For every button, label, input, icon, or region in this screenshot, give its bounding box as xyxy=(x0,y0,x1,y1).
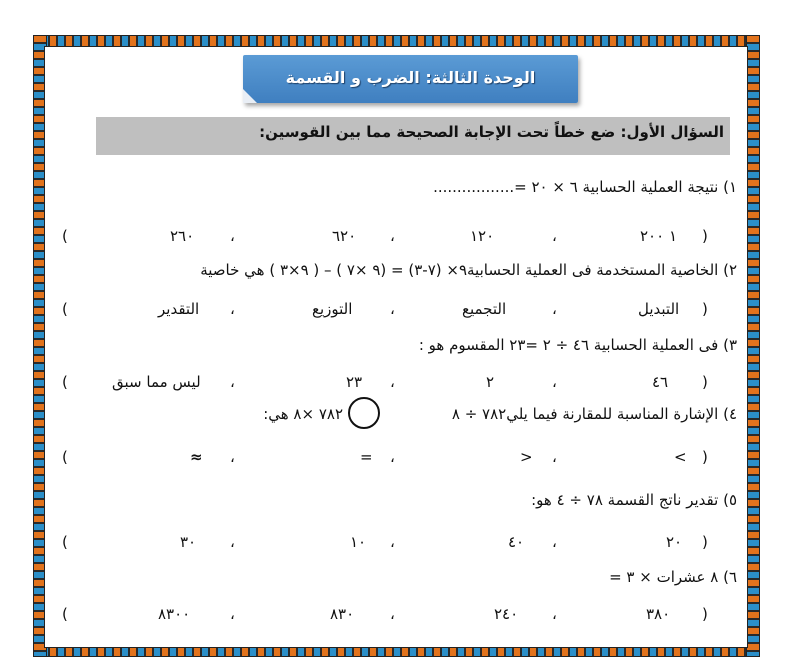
q1-sep-1: ، xyxy=(552,227,557,245)
q6-options xyxy=(62,605,722,627)
q4-sep-2: ، xyxy=(390,448,395,466)
q6-text: ٦) ٨ عشرات × ٣ = xyxy=(609,568,737,586)
q4-option-1[interactable]: < xyxy=(674,448,687,466)
q1-option-3[interactable]: ٦٢٠ xyxy=(332,227,357,245)
q2-option-1[interactable]: التبديل xyxy=(638,300,680,318)
q5-open-paren: ) xyxy=(702,533,708,551)
q2-sep-3: ، xyxy=(230,300,235,318)
q2-option-4[interactable]: التقدير xyxy=(158,300,200,318)
q2-option-3[interactable]: التوزيع xyxy=(312,300,353,318)
q1-options xyxy=(62,227,722,249)
q5-options xyxy=(62,533,722,555)
q1-option-1[interactable]: ١ ٢٠٠ xyxy=(640,227,678,245)
q5-sep-3: ، xyxy=(230,533,235,551)
q5-text: ٥) تقدير ناتج القسمة ٧٨ ÷ ٤ هو: xyxy=(531,491,737,509)
q3-sep-1: ، xyxy=(552,373,557,391)
unit-title-banner xyxy=(243,55,578,103)
q2-close-paren: ( xyxy=(62,300,68,318)
q3-option-1[interactable]: ٤٦ xyxy=(652,373,669,391)
q6-option-4[interactable]: ٨٣٠٠ xyxy=(158,605,191,623)
q6-option-2[interactable]: ٢٤٠ xyxy=(494,605,519,623)
q6-close-paren: ( xyxy=(62,605,68,623)
q1-close-paren: ( xyxy=(62,227,68,245)
q5-option-1[interactable]: ٢٠ xyxy=(666,533,683,551)
q5-option-2[interactable]: ٤٠ xyxy=(508,533,525,551)
q1-text: ١) نتيجة العملية الحسابية ٦ × ٢٠ =................. xyxy=(433,178,737,196)
q3-text: ٣) فى العملية الحسابية ٤٦ ÷ ٢ =٢٣ المقسوم هو : xyxy=(418,336,737,354)
unit-title: الوحدة الثالثة: الضرب و القسمة xyxy=(285,68,536,87)
q1-open-paren: ) xyxy=(702,227,708,245)
q1-sep-2: ، xyxy=(390,227,395,245)
q3-option-4[interactable]: ليس مما سبق xyxy=(112,373,201,391)
q6-sep-2: ، xyxy=(390,605,395,623)
q3-option-2[interactable]: ٢ xyxy=(486,373,495,391)
comparison-circle[interactable] xyxy=(348,397,380,429)
q4-text-a: ٤) الإشارة المناسبة للمقارنة فيما يلي٧٨٢ ÷ ٨ xyxy=(451,405,737,423)
page-border-right xyxy=(746,35,760,657)
q4-text-b: ٧٨٢ ×٨ هي: xyxy=(263,405,343,423)
q5-sep-2: ، xyxy=(390,533,395,551)
q6-option-1[interactable]: ٣٨٠ xyxy=(646,605,671,623)
q4-options xyxy=(62,448,722,470)
q5-option-4[interactable]: ٣٠ xyxy=(180,533,197,551)
q2-open-paren: ) xyxy=(702,300,708,318)
q1-sep-3: ، xyxy=(230,227,235,245)
q2-options xyxy=(62,300,722,322)
q3-sep-3: ، xyxy=(230,373,235,391)
q3-sep-2: ، xyxy=(390,373,395,391)
q4-sep-1: ، xyxy=(552,448,557,466)
q3-option-3[interactable]: ٢٣ xyxy=(346,373,363,391)
q1-option-2[interactable]: ١٢٠ xyxy=(470,227,495,245)
q4-sep-3: ، xyxy=(230,448,235,466)
q4-option-3[interactable]: = xyxy=(360,448,373,466)
q5-close-paren: ( xyxy=(62,533,68,551)
q6-sep-3: ، xyxy=(230,605,235,623)
q6-sep-1: ، xyxy=(552,605,557,623)
q2-option-2[interactable]: التجميع xyxy=(462,300,507,318)
q6-option-3[interactable]: ٨٣٠ xyxy=(330,605,355,623)
q4-option-2[interactable]: > xyxy=(520,448,533,466)
question-header-text: السؤال الأول: ضع خطاً تحت الإجابة الصحيحة مما بين القوسين: xyxy=(259,123,724,141)
q6-open-paren: ) xyxy=(702,605,708,623)
banner-fold-decoration xyxy=(243,89,257,103)
q3-open-paren: ) xyxy=(702,373,708,391)
q1-option-4[interactable]: ٢٦٠ xyxy=(170,227,195,245)
q3-options xyxy=(62,373,722,395)
q3-close-paren: ( xyxy=(62,373,68,391)
q2-sep-2: ، xyxy=(390,300,395,318)
q5-option-3[interactable]: ١٠ xyxy=(350,533,367,551)
q2-sep-1: ، xyxy=(552,300,557,318)
q4-close-paren: ( xyxy=(62,448,68,466)
q5-sep-1: ، xyxy=(552,533,557,551)
q2-text: ٢) الخاصية المستخدمة فى العملية الحسابية٩× (٧-٣) = (٩ ×٧ ) – ( ٩×٣ ) هي خاصية xyxy=(200,261,737,279)
q4-open-paren: ) xyxy=(702,448,708,466)
q4-option-4[interactable]: ≈ xyxy=(190,448,203,466)
question-header xyxy=(96,117,730,155)
